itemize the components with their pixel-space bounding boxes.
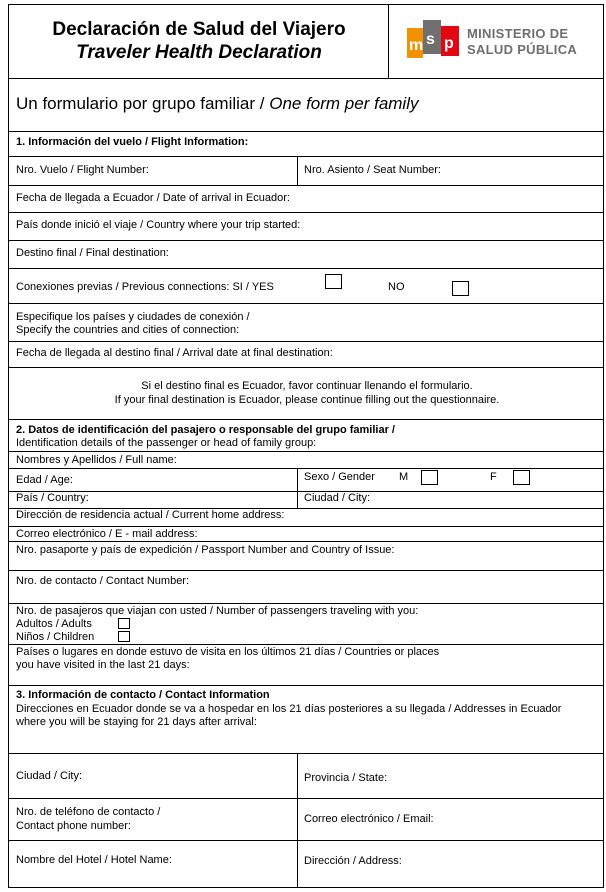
children-checkbox[interactable]: [118, 631, 130, 642]
hotel-name-label: Nombre del Hotel / Hotel Name:: [16, 854, 172, 866]
gender-m-label: M: [399, 471, 409, 483]
form-title-en: Traveler Health Declaration: [76, 42, 322, 63]
country-label: País / Country:: [16, 492, 89, 504]
contact-number-label: Nro. de contacto / Contact Number:: [16, 575, 190, 587]
health-declaration-form: [8, 4, 604, 888]
seat-number-label: Nro. Asiento / Seat Number:: [304, 164, 441, 176]
contact-email-label: Correo electrónico / Email:: [304, 813, 434, 825]
email-label: Correo electrónico / E - mail address:: [16, 528, 198, 540]
form-subtitle: [16, 94, 418, 114]
connections-spec-line2: Specify the countries and cities of connection:: [16, 324, 240, 336]
stay-city-label: Ciudad / City:: [16, 770, 83, 782]
ministry-name-line2: SALUD PÚBLICA: [467, 42, 578, 57]
section2-subtitle: Identification details of the passenger or head of family group:: [16, 437, 317, 449]
section2-title: 2. Datos de identificación del pasajero o responsable del grupo familiar /: [16, 424, 395, 436]
header-divider: [388, 5, 389, 78]
gender-f-label: F: [490, 471, 497, 483]
final-destination-label: Destino final / Final destination:: [16, 247, 169, 259]
passengers-label: Nro. de pasajeros que viajan con usted / Number of passengers traveling with you:: [16, 605, 419, 617]
arrival-date-label: Fecha de llegada a Ecuador / Date of arrival in Ecuador:: [16, 192, 290, 204]
trip-start-country-label: País donde inició el viaje / Country where your trip started:: [16, 219, 301, 231]
passport-label: Nro. pasaporte y país de expedición / Passport Number and Country of Issue:: [16, 544, 395, 556]
ministry-name-line1: MINISTERIO DE: [467, 26, 569, 41]
final-arrival-date-label: Fecha de llegada al destino final / Arrival date at final destination:: [16, 347, 333, 359]
flight-number-label: Nro. Vuelo / Flight Number:: [16, 164, 149, 176]
continue-note-es: Si el destino final es Ecuador, favor continuar llenando el formulario.: [141, 380, 473, 392]
connections-no-checkbox[interactable]: [452, 281, 469, 296]
subtitle-es: Un formulario por grupo familiar /: [16, 94, 270, 113]
svg-text:s: s: [426, 31, 435, 48]
adults-checkbox[interactable]: [118, 618, 130, 629]
subtitle-en: One form per family: [269, 94, 419, 113]
stay-address-label: Dirección / Address:: [304, 855, 402, 867]
connections-spec-line1: Especifique los países y ciudades de conexión /: [16, 311, 250, 323]
section1-title: 1. Información del vuelo / Flight Information:: [16, 136, 249, 148]
gender-f-checkbox[interactable]: [513, 470, 530, 485]
full-name-label: Nombres y Apellidos / Full name:: [16, 454, 177, 466]
ministry-logo: [407, 18, 597, 66]
city-label: Ciudad / City:: [304, 492, 371, 504]
children-label: Niños / Children: [16, 631, 95, 643]
age-label: Edad / Age:: [16, 474, 73, 486]
addresses-line1: Direcciones en Ecuador donde se va a hospedar en los 21 días posteriores a su llegada / Addresses in Ecuador: [16, 703, 562, 715]
home-address-label: Dirección de residencia actual / Current home address:: [16, 509, 285, 521]
visited-places-line1: Países o lugares en donde estuvo de visita en los últimos 21 días / Countries or places: [16, 646, 440, 658]
visited-places-line2: you have visited in the last 21 days:: [16, 659, 190, 671]
stay-province-label: Provincia / State:: [304, 772, 388, 784]
section3-title: 3. Información de contacto / Contact Information: [16, 689, 270, 701]
contact-phone-line1: Nro. de teléfono de contacto /: [16, 806, 161, 818]
continue-note-en: If your final destination is Ecuador, please continue filling out the questionnaire.: [114, 394, 500, 406]
gender-m-checkbox[interactable]: [421, 470, 438, 485]
gender-label: Sexo / Gender: [304, 471, 375, 483]
svg-text:m: m: [409, 37, 424, 54]
form-title-es: Declaración de Salud del Viajero: [52, 19, 346, 40]
connections-no-label: NO: [388, 281, 405, 293]
svg-text:p: p: [444, 35, 454, 52]
contact-phone-line2: Contact phone number:: [16, 820, 131, 832]
adults-label: Adultos / Adults: [16, 618, 92, 630]
connections-yes-checkbox[interactable]: [325, 274, 342, 289]
previous-connections-label: Conexiones previas / Previous connections: SI / YES: [16, 281, 274, 293]
addresses-line2: where you will be staying for 21 days after arrival:: [16, 716, 257, 728]
